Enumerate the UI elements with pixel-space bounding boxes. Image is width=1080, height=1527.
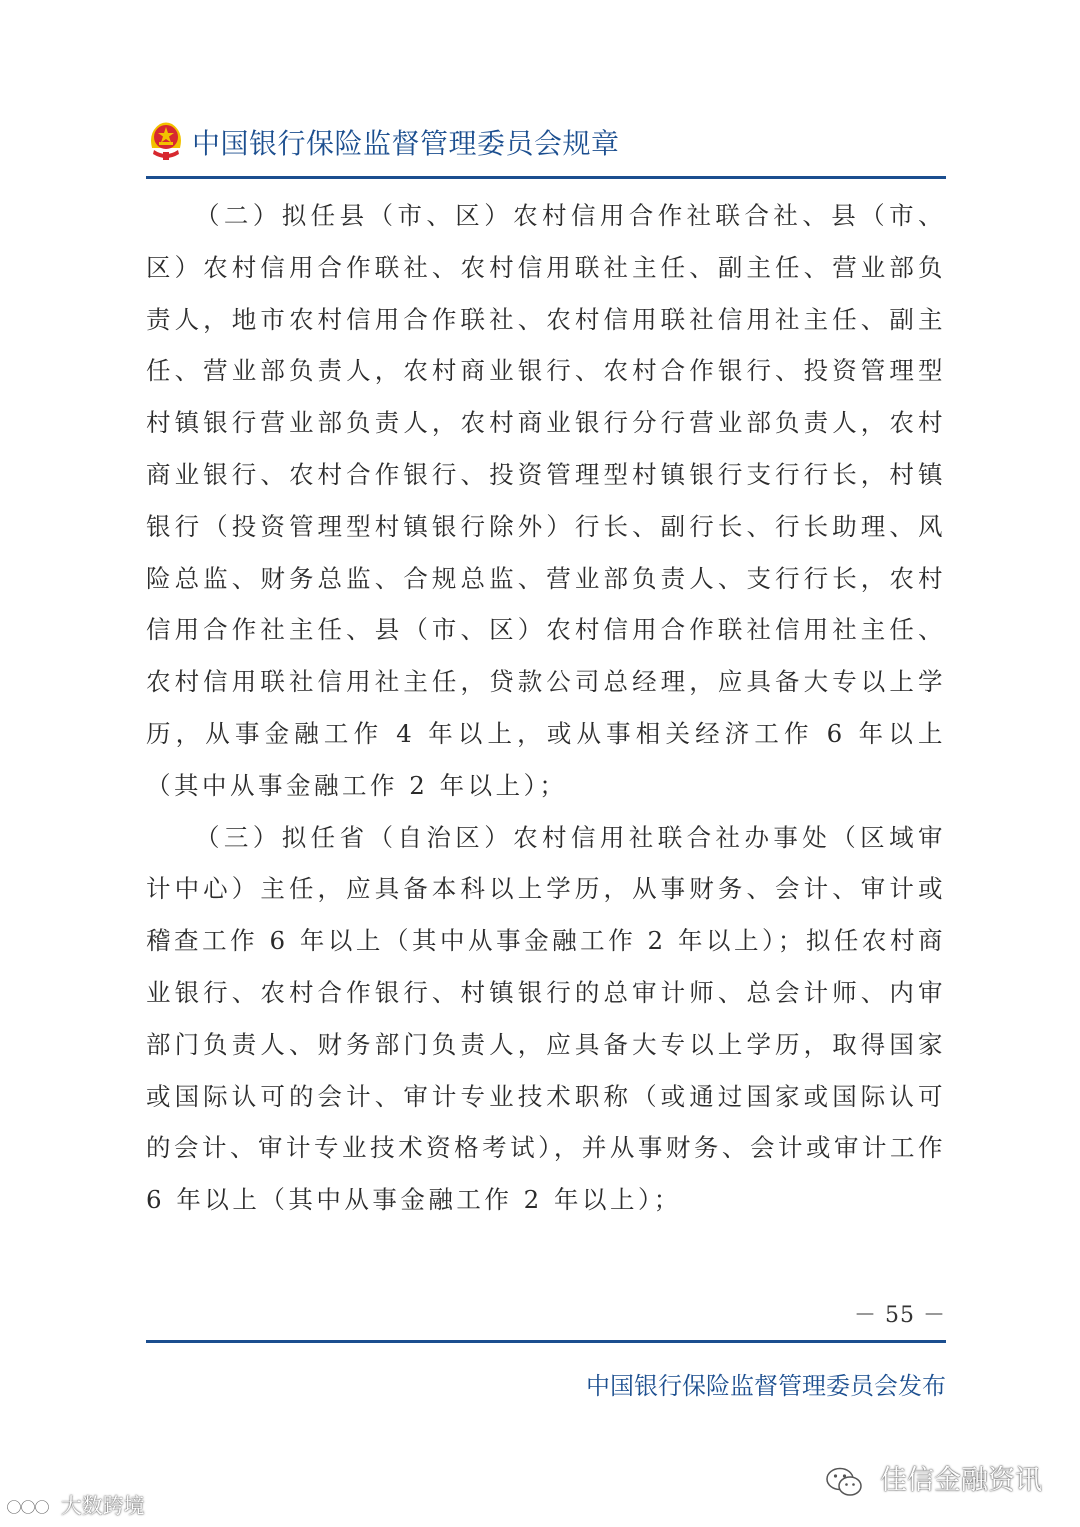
page-number: － 55 －	[854, 1303, 946, 1328]
wechat-icon	[825, 1466, 863, 1498]
footer-publisher: 中国银行保险监督管理委员会发布	[586, 1372, 946, 1400]
paragraph-2: （二）拟任县（市、区）农村信用合作社联合社、县（市、区）农村信用合作联社、农村信用联社主任、副主任、营业部负责人，地市农村信用合作联社、农村信用联社信用社主任、副主任、营业部负责人，农村商业银行、农村合作银行、投资管理型村镇银行营业部负责人，农村商业银行分行营业部负责人，农村商业银行、农村合作银行、投资管理型村镇银行支行行长，村镇银行（投资管理型村镇银行除外）行长、副行长、行长助理、风险总监、财务总监、合规总监、营业部负责人、支行行长，农村信用合作社主任、县（市、区）农村信用合作联社信用社主任、农村信用联社信用社主任，贷款公司总经理，应具备大专以上学历，从事金融工作 4 年以上，或从事相关经济工作 6 年以上（其中从事金融工作 2 年以上）；	[146, 201, 946, 800]
document-body	[146, 190, 946, 1226]
footer-divider	[146, 1340, 946, 1343]
watermark-left-text: 大数跨境	[60, 1494, 145, 1518]
watermark-right-text: 佳信金融资讯	[880, 1465, 1042, 1496]
header-divider	[146, 176, 946, 179]
paragraph-3: （三）拟任省（自治区）农村信用社联合社办事处（区域审计中心）主任，应具备本科以上学历，从事财务、会计、审计或稽查工作 6 年以上（其中从事金融工作 2 年以上）；拟任农村商业银行、农村合作银行、村镇银行的总审计师、总会计师、内审部门负责人、财务部门负责人，应具备大专以上学历，取得国家或国际认可的会计、审计专业技术职称（或通过国家或国际认可的会计、审计专业技术资格考试），并从事财务、会计或审计工作 6 年以上（其中从事金融工作 2 年以上）；	[146, 822, 946, 1215]
page-header	[146, 112, 946, 168]
watermark-left	[6, 1490, 145, 1520]
national-emblem-icon	[146, 118, 186, 162]
watermark-right	[825, 1458, 1042, 1498]
header-title: 中国银行保险监督管理委员会规章	[192, 127, 620, 160]
dashuju-logo-icon	[6, 1496, 50, 1518]
